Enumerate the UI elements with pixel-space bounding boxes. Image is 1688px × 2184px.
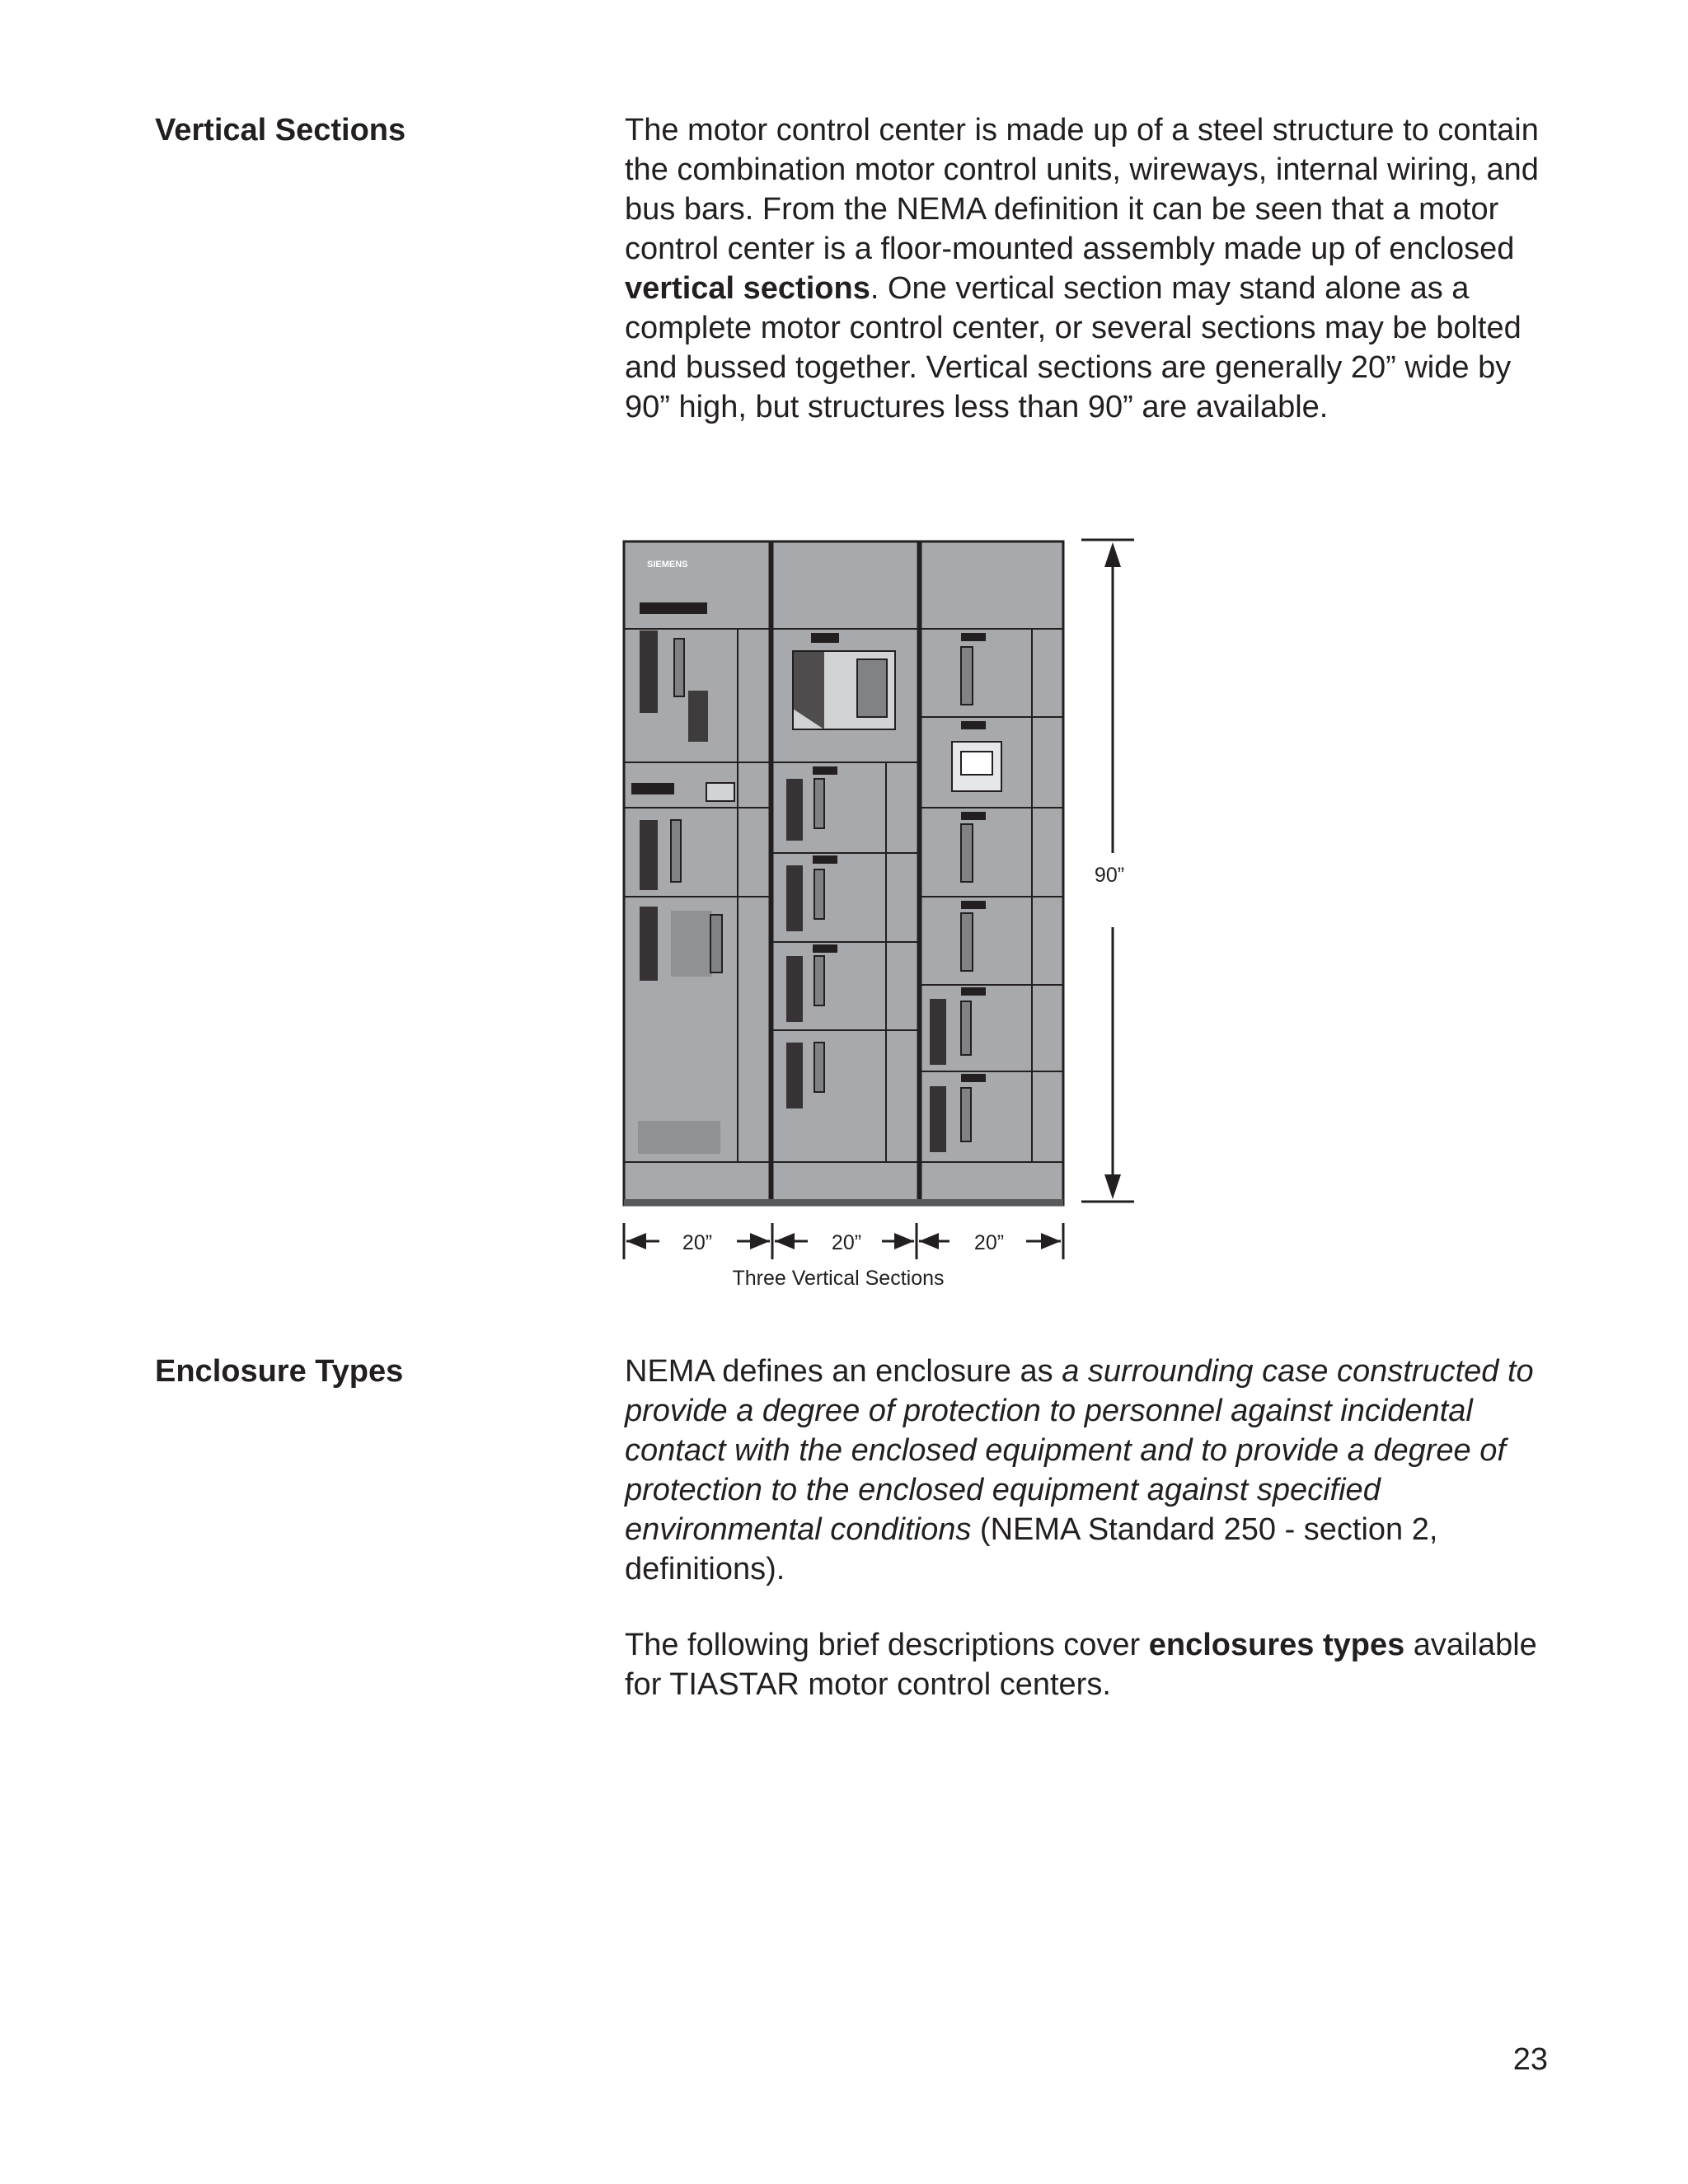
heading-enclosure-types: Enclosure Types bbox=[155, 1354, 404, 1389]
text-span: NEMA defines an enclosure as bbox=[625, 1354, 1062, 1389]
width-label-3: 20” bbox=[973, 1231, 1005, 1254]
text-span: available for TIASTAR motor control centers. bbox=[625, 1628, 1537, 1702]
mcc-figure bbox=[610, 527, 1170, 1302]
bold-term: enclosures types bbox=[1148, 1628, 1405, 1662]
page-number: 23 bbox=[1512, 2042, 1548, 2077]
mcc-base bbox=[624, 1199, 1063, 1206]
mcc-section-2 bbox=[772, 541, 918, 1205]
figure-caption: Three Vertical Sections bbox=[732, 1267, 945, 1290]
text-span: (NEMA Standard 250 - section 2, definitions). bbox=[625, 1512, 1438, 1586]
text-span: The motor control center is made up of a steel structure to contain the combination motor control units, wireways, internal wiring, and bus bars. From the NEMA definition it can be seen that a motor control center is a floor-mounted assembly made up of enclosed bbox=[625, 113, 1539, 266]
mcc-section-1 bbox=[624, 541, 770, 1205]
enclosure-definition-paragraph bbox=[625, 1352, 1564, 1589]
heading-vertical-sections: Vertical Sections bbox=[155, 113, 406, 148]
bold-term: vertical sections bbox=[625, 271, 870, 306]
enclosure-types-paragraph bbox=[625, 1625, 1564, 1704]
siemens-logo: SIEMENS bbox=[647, 560, 688, 569]
italic-definition: a surrounding case constructed to provide a degree of protection to personnel against incidental contact with the enclosed equipment and to provide a degree of protection to the enclosed equipment against specified environmental conditions bbox=[625, 1354, 1534, 1547]
width-label-2: 20” bbox=[831, 1231, 862, 1254]
mcc-section-3 bbox=[921, 541, 1063, 1205]
height-label: 90” bbox=[1094, 864, 1125, 887]
text-span: . One vertical section may stand alone as a complete motor control center, or several sections may be bolted and bussed together. Vertical sections are generally 20” wide by 90” high, but structures less than 90” are available. bbox=[625, 271, 1522, 424]
vertical-sections-paragraph bbox=[625, 110, 1564, 427]
text-span: The following brief descriptions cover bbox=[625, 1628, 1149, 1662]
width-label-1: 20” bbox=[682, 1231, 713, 1254]
